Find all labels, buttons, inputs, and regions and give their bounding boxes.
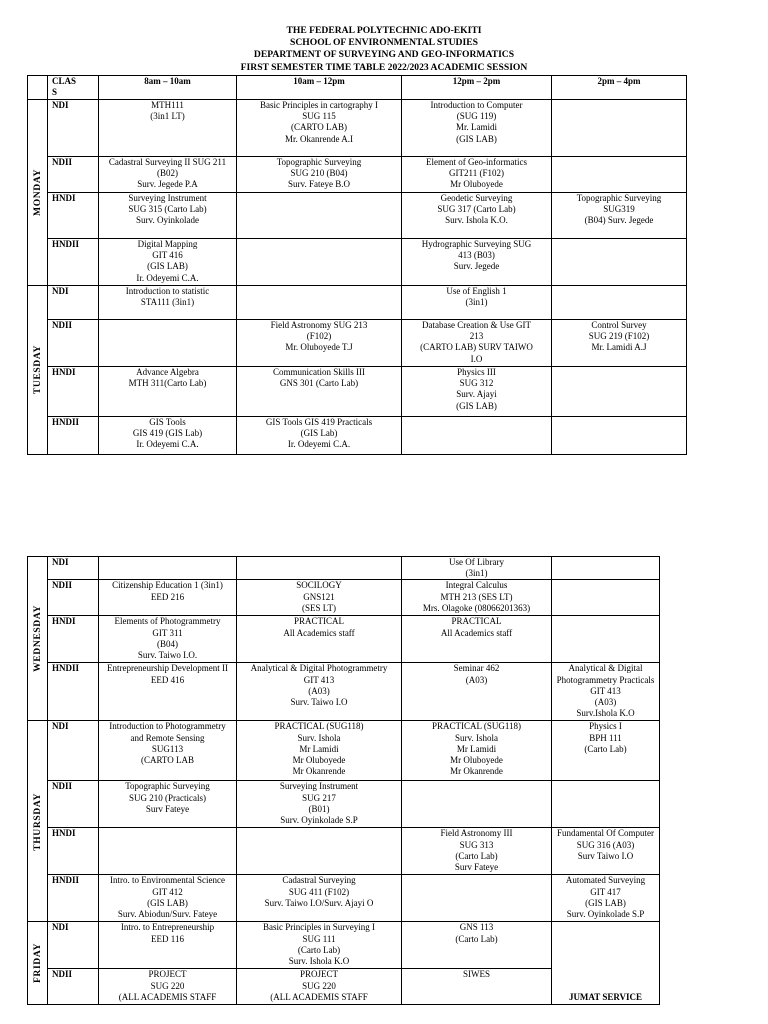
day-label-thursday: THURSDAY: [28, 721, 48, 922]
timetable-cell: Analytical & Digital Photogrammetry GIT 413 (A03) Surv. Taiwo I.O: [237, 663, 402, 721]
timetable-cell: Introduction to statistic STA111 (3in1): [99, 286, 237, 320]
class-label: HNDII: [48, 417, 99, 455]
timetable-cell: Topographic Surveying SUG 210 (B04) Surv. Fateye B.O: [237, 157, 402, 193]
timetable-cell: PROJECT SUG 220 (ALL ACADEMIS STAFF: [99, 969, 237, 1005]
timetable-cell: Seminar 462 (A03): [402, 663, 552, 721]
timetable-cell: Automated Surveying GIT 417 (GIS LAB) Surv. Oyinkolade S.P: [552, 875, 660, 922]
timetable-cell: Surveying Instrument SUG 217 (B01) Surv. Oyinkolade S.P: [237, 781, 402, 828]
timetable-cell: Use Of Library (3in1): [402, 557, 552, 580]
table-row: [28, 616, 660, 663]
class-label: HNDI: [48, 828, 99, 875]
header-row: [28, 76, 687, 100]
class-label: NDII: [48, 320, 99, 367]
timetable-cell: Cadastral Surveying II SUG 211 (B02) Surv. Jegede P.A: [99, 157, 237, 193]
timetable-header: [0, 25, 768, 74]
timetable-cell: Entrepreneurship Development II EED 416: [99, 663, 237, 721]
timetable-cell: SOCILOGY GNS121 (SES LT): [237, 580, 402, 616]
day-label-friday: FRIDAY: [28, 922, 48, 1005]
timetable-cell: Element of Geo-informatics GIT211 (F102) Mr Oluboyede: [402, 157, 552, 193]
timetable-cell: [552, 100, 687, 157]
school-name: SCHOOL OF ENVIRONMENTAL STUDIES: [290, 37, 478, 49]
timetable-cell: Communication Skills III GNS 301 (Carto Lab): [237, 367, 402, 417]
slot-header-10am: 10am – 12pm: [237, 76, 402, 100]
table-row: [28, 580, 660, 616]
timetable-cell: Integral Calculus MTH 213 (SES LT) Mrs. Olagoke (08066201363): [402, 580, 552, 616]
table-row: [28, 781, 660, 828]
timetable-cell: Database Creation & Use GIT 213 (CARTO LAB) SURV TAIWO I.O: [402, 320, 552, 367]
class-label: NDII: [48, 157, 99, 193]
timetable-cell: Control Survey SUG 219 (F102) Mr. Lamidi A.J: [552, 320, 687, 367]
class-column-header: CLAS S: [48, 76, 99, 100]
timetable-cell: [552, 157, 687, 193]
timetable-cell: PROJECT SUG 220 (ALL ACADEMIS STAFF: [237, 969, 402, 1005]
timetable-cell: [237, 557, 402, 580]
class-label: NDI: [48, 721, 99, 781]
timetable-cell: Analytical & Digital Photogrammetry Practicals GIT 413 (A03) Surv.Ishola K.O: [552, 663, 660, 721]
timetable-cell: Digital Mapping GIT 416 (GIS LAB) Ir. Odeyemi C.A.: [99, 239, 237, 286]
class-label: HNDII: [48, 875, 99, 922]
timetable-cell: PRACTICAL All Academics staff: [402, 616, 552, 663]
timetable-cell: [402, 781, 552, 828]
timetable-cell: PRACTICAL All Academics staff: [237, 616, 402, 663]
timetable-cell: GIS Tools GIS 419 Practicals (GIS Lab) Ir. Odeyemi C.A.: [237, 417, 402, 455]
timetable-cell: PRACTICAL (SUG118) Surv. Ishola Mr Lamidi Mr Oluboyede Mr Okanrende: [402, 721, 552, 781]
table-row: [28, 875, 660, 922]
table-row: [28, 193, 687, 239]
class-label: NDI: [48, 286, 99, 320]
timetable-cell: [237, 193, 402, 239]
timetable-cell: Field Astronomy SUG 213 (F102) Mr. Oluboyede T.J: [237, 320, 402, 367]
timetable-cell: PRACTICAL (SUG118) Surv. Ishola Mr Lamidi Mr Oluboyede Mr Okanrende: [237, 721, 402, 781]
timetable-cell: [552, 781, 660, 828]
timetable-cell: [237, 239, 402, 286]
timetable-cell: Geodetic Surveying SUG 317 (Carto Lab) Surv. Ishola K.O.: [402, 193, 552, 239]
timetable-cell: GNS 113 (Carto Lab): [402, 922, 552, 969]
timetable-wednesday-friday: [27, 556, 660, 1005]
timetable-cell: Introduction to Photogrammetry and Remote Sensing SUG113 (CARTO LAB: [99, 721, 237, 781]
timetable-cell: Field Astronomy III SUG 313 (Carto Lab) Surv Fateye: [402, 828, 552, 875]
timetable-cell: [402, 875, 552, 922]
slot-header-8am: 8am – 10am: [99, 76, 237, 100]
timetable-cell: Hydrographic Surveying SUG 413 (B03) Surv. Jegede: [402, 239, 552, 286]
table-row: [28, 367, 687, 417]
timetable-cell: [552, 557, 660, 580]
timetable-title: FIRST SEMESTER TIME TABLE 2022/2023 ACADEMIC SESSION: [240, 61, 528, 73]
timetable-cell: Use of English 1 (3in1): [402, 286, 552, 320]
timetable-cell: Physics I BPH 111 (Carto Lab): [552, 721, 660, 781]
table-row: [28, 100, 687, 157]
day-label-wednesday: WEDNESDAY: [28, 557, 48, 721]
timetable-cell: [99, 828, 237, 875]
timetable-cell: [99, 557, 237, 580]
class-label: NDI: [48, 100, 99, 157]
timetable-cell: Advance Algebra MTH 311(Carto Lab): [99, 367, 237, 417]
table-row: [28, 157, 687, 193]
table-row: [28, 721, 660, 781]
department-name: DEPARTMENT OF SURVEYING AND GEO-INFORMATICS: [253, 49, 515, 61]
table-row: [28, 239, 687, 286]
timetable-cell: Basic Principles in cartography I SUG 115 (CARTO LAB) Mr. Okanrende A.I: [237, 100, 402, 157]
timetable-cell: [552, 367, 687, 417]
timetable-cell: [552, 417, 687, 455]
timetable-cell: [552, 580, 660, 616]
timetable-cell: [237, 286, 402, 320]
timetable-cell: Basic Principles in Surveying I SUG 111 (Carto Lab) Surv. Ishola K.O: [237, 922, 402, 969]
class-label: NDI: [48, 922, 99, 969]
timetable-cell: Introduction to Computer (SUG 119) Mr. Lamidi (GIS LAB): [402, 100, 552, 157]
table-row: [28, 320, 687, 367]
class-label: NDI: [48, 557, 99, 580]
timetable-cell: [402, 417, 552, 455]
timetable-cell: [552, 286, 687, 320]
slot-header-2pm: 2pm – 4pm: [552, 76, 687, 100]
day-header-cell: [28, 76, 48, 100]
timetable-cell: GIS Tools GIS 419 (GIS Lab) Ir. Odeyemi C.A.: [99, 417, 237, 455]
timetable-monday-tuesday: [27, 75, 687, 455]
slot-header-12pm: 12pm – 2pm: [402, 76, 552, 100]
class-label: NDII: [48, 580, 99, 616]
timetable-cell: [99, 320, 237, 367]
timetable-cell: SIWES: [402, 969, 552, 1005]
timetable-cell: Topographic Surveying SUG 210 (Practicals) Surv Fateye: [99, 781, 237, 828]
timetable-cell: Elements of Photogrammetry GIT 311 (B04) Surv. Taiwo I.O.: [99, 616, 237, 663]
timetable-cell: [552, 239, 687, 286]
class-label: HNDII: [48, 239, 99, 286]
class-label: NDII: [48, 969, 99, 1005]
class-label: NDII: [48, 781, 99, 828]
timetable-cell: Fundamental Of Computer SUG 316 (A03) Surv Taiwo I.O: [552, 828, 660, 875]
day-label-monday: MONDAY: [28, 100, 48, 286]
table-row: [28, 286, 687, 320]
class-label: HNDII: [48, 663, 99, 721]
timetable-cell: Topographic Surveying SUG319 (B04) Surv. Jegede: [552, 193, 687, 239]
timetable-cell: [237, 828, 402, 875]
jumat-service-cell: JUMAT SERVICE: [552, 922, 660, 1005]
timetable-cell: Intro. to Environmental Science GIT 412 (GIS LAB) Surv. Abiodun/Surv. Fateye: [99, 875, 237, 922]
table-row: [28, 922, 660, 969]
table-row: [28, 828, 660, 875]
table-row: [28, 417, 687, 455]
day-label-tuesday: TUESDAY: [28, 286, 48, 455]
class-label: HNDI: [48, 193, 99, 239]
institution-name: THE FEDERAL POLYTECHNIC ADO-EKITI: [286, 25, 482, 36]
table-row: [28, 557, 660, 580]
timetable-cell: Cadastral Surveying SUG 411 (F102) Surv. Taiwo I.O/Surv. Ajayi O: [237, 875, 402, 922]
class-label: HNDI: [48, 616, 99, 663]
timetable-cell: MTH111 (3in1 LT): [99, 100, 237, 157]
timetable-cell: Surveying Instrument SUG 315 (Carto Lab) Surv. Oyinkolade: [99, 193, 237, 239]
table-row: [28, 663, 660, 721]
timetable-cell: [552, 616, 660, 663]
timetable-cell: Citizenship Education 1 (3in1) EED 216: [99, 580, 237, 616]
timetable-cell: Physics III SUG 312 Surv. Ajayi (GIS LAB): [402, 367, 552, 417]
class-label: HNDI: [48, 367, 99, 417]
timetable-cell: Intro. to Entrepreneurship EED 116: [99, 922, 237, 969]
